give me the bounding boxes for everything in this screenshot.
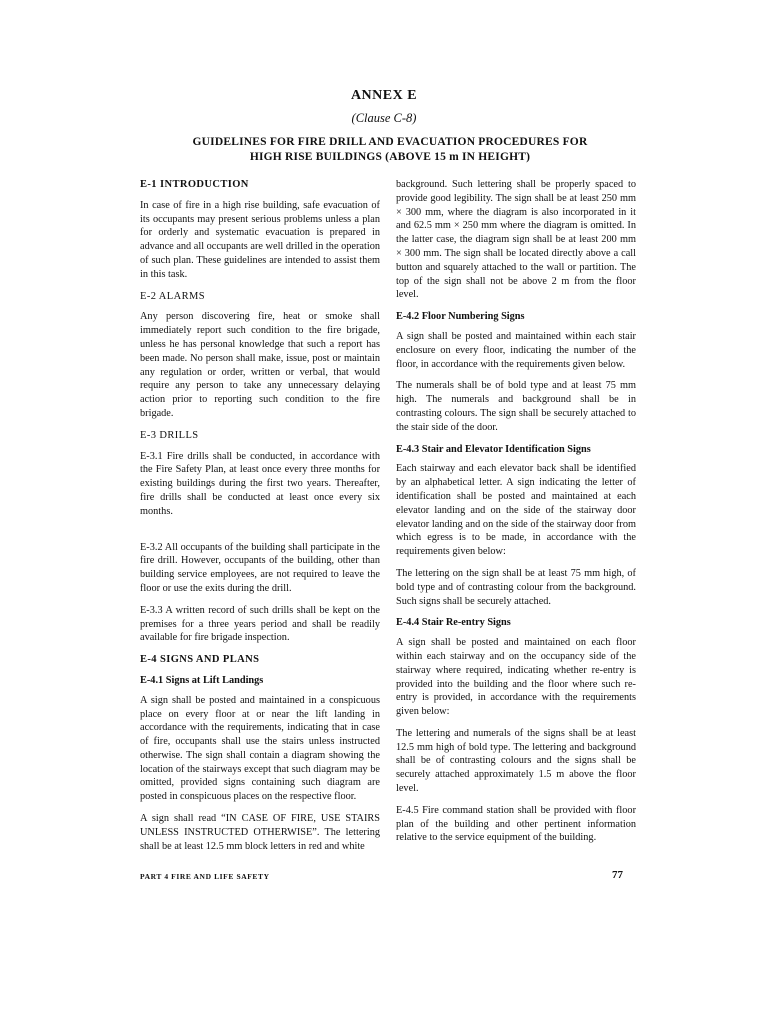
section-heading-e4: E-4 SIGNS AND PLANS bbox=[140, 654, 260, 666]
right-column bbox=[396, 178, 636, 853]
paragraph-e4-4-b: The lettering and numerals of the signs shall be at least 12.5 mm high of bold type. The lettering and background shall be of contrasting colours and the signs shall be securely attached approximately 1.5 m above the floor level. bbox=[396, 727, 636, 795]
paragraph-e4-1-a: A sign shall be posted and maintained in a conspicuous place on every floor at or near the lift landing in accordance with the requirements, indicating that in case of fire, occupants shall use the stairs unless instructed otherwise. The sign shall contain a diagram showing the location of the stairways except that such diagram may be omitted, provided signs containing such diagram are posted in conspicuous places on the respective floor. bbox=[140, 694, 380, 803]
section-heading-e3: E-3 DRILLS bbox=[140, 429, 199, 441]
paragraph-gap bbox=[140, 527, 380, 541]
paragraph-e4-2-a: A sign shall be posted and maintained within each stair enclosure on every floor, indicating the number of the floor, in accordance with the requirements given below. bbox=[396, 330, 636, 370]
page-number: 77 bbox=[612, 869, 623, 881]
subsection-heading-e4-2: E-4.2 Floor Numbering Signs bbox=[396, 311, 525, 323]
title-line-2: HIGH RISE BUILDINGS (ABOVE 15 m IN HEIGHT) bbox=[249, 151, 531, 163]
subsection-heading-e4-4: E-4.4 Stair Re-entry Signs bbox=[396, 617, 511, 629]
section-heading-e1: E-1 INTRODUCTION bbox=[140, 179, 249, 190]
paragraph-e4-1-b: A sign shall read “IN CASE OF FIRE, USE STAIRS UNLESS INSTRUCTED OTHERWISE”. The lettering shall be at least 12.5 mm block letters in red and white bbox=[140, 813, 380, 852]
annex-title: ANNEX E bbox=[350, 88, 418, 103]
document-title bbox=[150, 135, 630, 165]
paragraph-e2: Any person discovering fire, heat or smoke shall immediately report such condition to the fire brigade, unless he has personal knowledge that such a report has been made. No person shall make, issue, post or maintain any regulation or order, written or verbal, that would require any person to take any unnecessary delaying action prior to reporting such condition to the fire brigade. bbox=[140, 311, 380, 419]
paragraph-e4-4-a: A sign shall be posted and maintained on each floor within each stairway and on the occupancy side of the stairway where required, indicating whether re-entry is provided into the building and the floor where such re-entry is provided, in accordance with the requirements given below: bbox=[396, 637, 636, 718]
paragraph-e4-3-b: The lettering on the sign shall be at least 75 mm high, of bold type and of contrasting colour from the background. Such signs shall be securely attached. bbox=[396, 567, 636, 607]
title-line-1: GUIDELINES FOR FIRE DRILL AND EVACUATION PROCEDURES FOR bbox=[192, 136, 588, 148]
paragraph-e1: In case of fire in a high rise building, safe evacuation of its occupants may present serious problems unless a plan for orderly and systematic evacuation is prepared in advance and all occupants are well drilled in the operation of such plan. These guidelines are intended to assist them in this task. bbox=[140, 199, 380, 280]
left-column bbox=[140, 176, 380, 861]
footer-section-label: PART 4 FIRE AND LIFE SAFETY bbox=[140, 872, 270, 881]
paragraph-e4-1-continued: background. Such lettering shall be properly spaced to provide good legibility. The sign shall be at least 250 mm × 300 mm, where the diagram is also incorporated in it and 62.5 mm × 250 mm where the diagram is omitted. In the latter case, the diagram sign shall be at least 200 mm × 300 mm. The sign shall be located directly above a call button and squarely attached to the wall or partition. The top of the sign shall not be above 2 m from the floor level. bbox=[396, 179, 636, 301]
subsection-heading-e4-3: E-4.3 Stair and Elevator Identification Signs bbox=[396, 443, 591, 455]
section-heading-e2: E-2 ALARMS bbox=[140, 290, 205, 302]
paragraph-e4-3-a: Each stairway and each elevator back shall be identified by an alphabetical letter. A sign indicating the letter of identification shall be posted and maintained at each elevator landing and on the side of the stairway door elevator landing and on the side of the stairway door from which egress is to be made, in accordance with the requirements given below: bbox=[396, 463, 636, 558]
paragraph-e3-3: E-3.3 A written record of such drills shall be kept on the premises for a three years period and shall be readily available for fire brigade inspection. bbox=[140, 604, 380, 644]
paragraph-e4-5: E-4.5 Fire command station shall be provided with floor plan of the building and other pertinent information relative to the service equipment of the building. bbox=[396, 804, 636, 844]
subsection-heading-e4-1: E-4.1 Signs at Lift Landings bbox=[140, 674, 264, 686]
paragraph-e3-1: E-3.1 Fire drills shall be conducted, in accordance with the Fire Safety Plan, at least once every three months for existing buildings during the first two years. Thereafter, fire drills shall be conducted at least once every six months. bbox=[140, 450, 380, 517]
paragraph-e3-2: E-3.2 All occupants of the building shall participate in the fire drill. However, occupants of the building, other than building service employees, are not required to leave the floor or use the exits during the drill. bbox=[140, 541, 380, 594]
clause-reference: (Clause C-8) bbox=[351, 111, 417, 125]
paragraph-e4-2-b: The numerals shall be of bold type and at least 75 mm high. The numerals and background shall be in contrasting colours. The sign shall be securely attached to the stair side of the door. bbox=[396, 380, 636, 433]
